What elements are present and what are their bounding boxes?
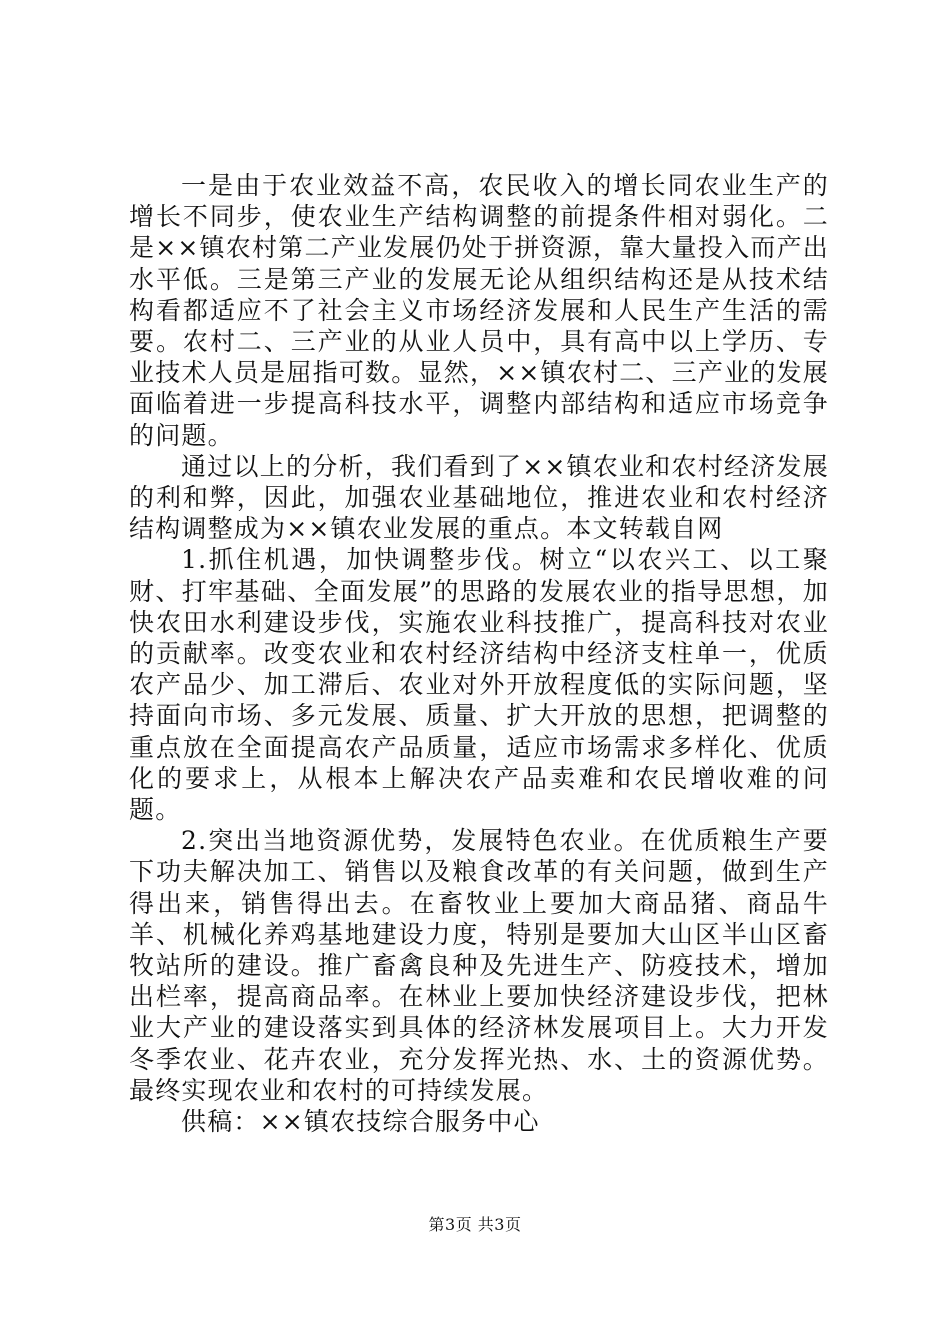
paragraph-point-1: 1.抓住机遇，加快调整步伐。树立“以农兴工、以工聚财、打牢基础、全面发展”的思路的发展农业的指导思想，加快农田水利建设步伐，实施农业科技推广，提高科技对农业的贡献率。改变农业和农村经济结构中经济支柱单一，优质农产品少、加工滞后、农业对外开放程度低的实际问题，坚持面向市场、多元发展、质量、扩大开放的思想，把调整的重点放在全面提高农产品质量，适应市场需求多样化、优质化的要求上，从根本上解决农产品卖难和农民增收难的问题。	[129, 545, 829, 825]
paragraph-point-2: 2.突出当地资源优势，发展特色农业。在优质粮生产要下功夫解决加工、销售以及粮食改革的有关问题，做到生产得出来，销售得出去。在畜牧业上要加大商品猪、商品牛羊、机械化养鸡基地建设力度，特别是要加大山区半山区畜牧站所的建设。推广畜禽良种及先进生产、防疫技术，增加出栏率，提高商品率。在林业上要加快经济建设步伐，把林业大产业的建设落实到具体的经济林发展项目上。大力开发冬季农业、花卉农业，充分发挥光热、水、土的资源优势。最终实现农业和农村的可持续发展。	[129, 826, 829, 1105]
paragraph-industry-problems: 一是由于农业效益不高，农民收入的增长同农业生产的增长不同步，使农业生产结构调整的前提条件相对弱化。二是××镇农村第二产业发展仍处于拼资源，靠大量投入而产出水平低。三是第三产业的发展无论从组织结构还是从技术结构看都适应不了社会主义市场经济发展和人民生产生活的需要。农村二、三产业的从业人员中，具有高中以上学历、专业技术人员是屈指可数。显然，××镇农村二、三产业的发展面临着进一步提高科技水平，调整内部结构和适应市场竞争的问题。	[129, 171, 829, 450]
paragraph-contributor: 供稿：××镇农技综合服务中心	[181, 1107, 540, 1137]
page-footer	[0, 1215, 950, 1235]
document-body	[129, 170, 829, 1137]
paragraph-analysis-summary: 通过以上的分析，我们看到了××镇农业和农村经济发展的利和弊，因此，加强农业基础地位，推进农业和农村经济结构调整成为××镇农业发展的重点。本文转载自网	[129, 451, 829, 544]
page-number-label: 第3页 共3页	[428, 1215, 522, 1234]
